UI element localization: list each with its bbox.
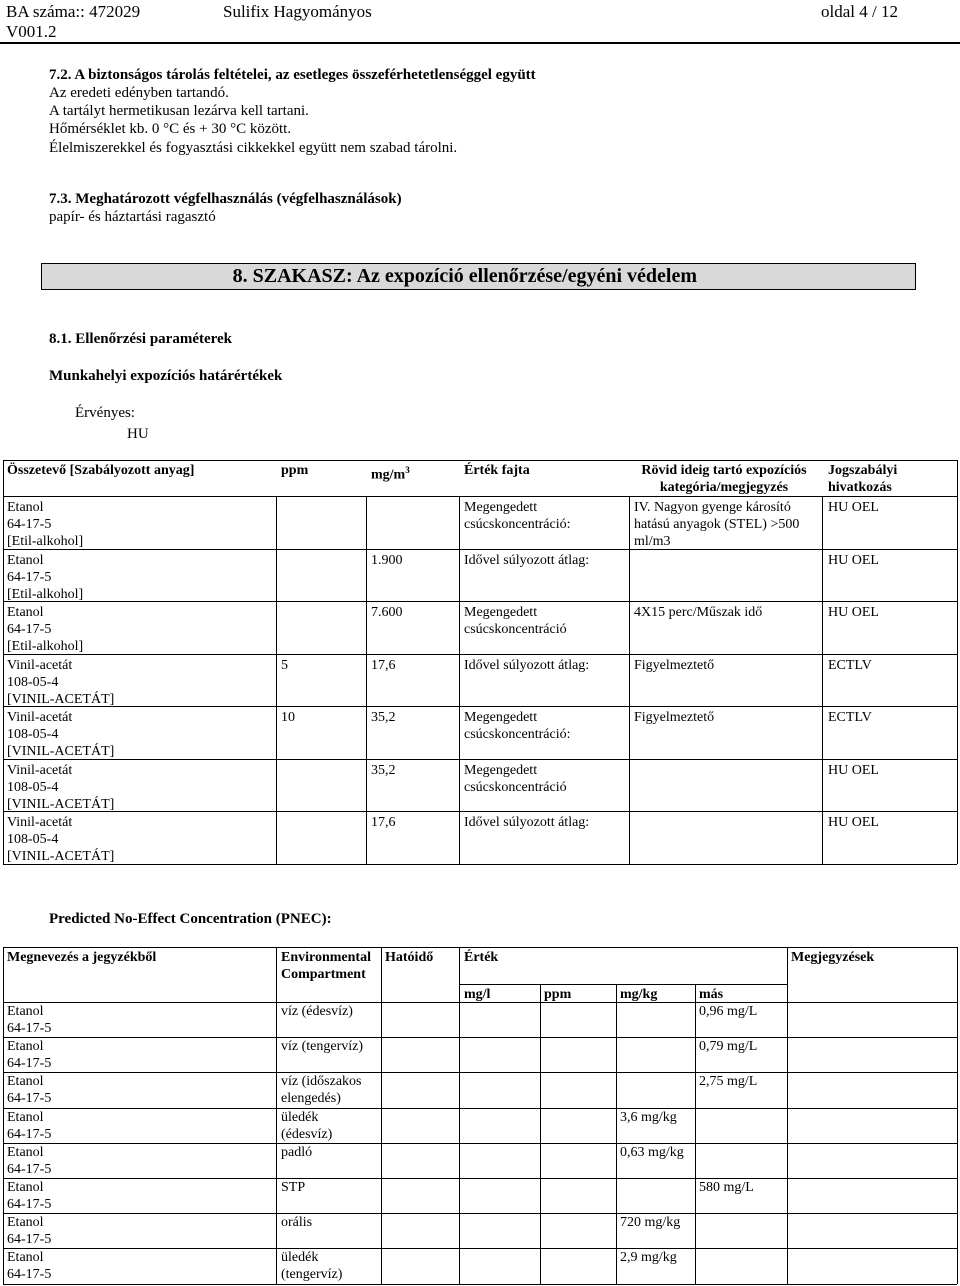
- oel-reference: ECTLV: [828, 657, 872, 673]
- pnec-header-mgl: mg/l: [464, 987, 491, 1002]
- table-rule: [540, 984, 541, 1284]
- col-header-legal: Jogszabályi hivatkozás: [828, 463, 898, 495]
- oel-component: 108-05-4: [7, 779, 59, 795]
- oel-ppm: 5: [281, 657, 288, 673]
- pnec-name: 64-17-5: [7, 1091, 52, 1107]
- table-rule: [3, 1108, 957, 1109]
- oel-component: 64-17-5: [7, 517, 52, 532]
- pnec-header-ppm: ppm: [544, 987, 572, 1002]
- pnec-name: Etanol: [7, 1039, 44, 1055]
- pnec-mas: 580 mg/L: [699, 1180, 754, 1195]
- pnec-header-name: Megnevezés a jegyzékből: [7, 950, 157, 965]
- pnec-compartment: (tengervíz): [281, 1267, 343, 1283]
- table-rule: [3, 947, 957, 948]
- oel-component: [Etil-alkohol]: [7, 586, 84, 602]
- pnec-name: 64-17-5: [7, 1056, 52, 1072]
- page-number: oldal 4 / 12: [821, 2, 898, 21]
- table-rule: [3, 460, 4, 864]
- oel-component: 108-05-4: [7, 832, 59, 847]
- table-rule: [3, 1284, 957, 1285]
- oel-mgm3: 35,2: [371, 710, 396, 725]
- pnec-name: 64-17-5: [7, 1126, 52, 1142]
- table-rule: [276, 947, 277, 1284]
- product-name: Sulifix Hagyományos: [223, 2, 372, 21]
- valid-label: Érvényes:: [75, 405, 135, 421]
- oel-value-type: csúcskoncentráció:: [464, 727, 571, 742]
- table-rule: [3, 1213, 957, 1214]
- table-rule: [366, 496, 367, 864]
- oel-reference: HU OEL: [828, 762, 879, 778]
- pnec-name: 64-17-5: [7, 1267, 52, 1283]
- table-rule: [3, 460, 957, 461]
- table-rule: [3, 864, 957, 865]
- s73-line: papír- és háztartási ragasztó: [49, 209, 216, 225]
- col-header-short-term: Rövid ideig tartó expozíciós kategória/megjegyzés: [641, 463, 807, 495]
- oel-component: 64-17-5: [7, 622, 52, 637]
- pnec-header-compartment: Environmental Compartment: [281, 950, 371, 982]
- oel-reference: ECTLV: [828, 710, 872, 725]
- pnec-compartment: üledék: [281, 1250, 319, 1266]
- pnec-header-mas: más: [699, 987, 724, 1002]
- oel-component: Etanol: [7, 500, 44, 515]
- oel-ppm: 10: [281, 710, 295, 725]
- oel-component: Vinil-acetát: [7, 815, 73, 830]
- s72-line: Élelmiszerekkel és fogyasztási cikkekkel együtt nem szabad tárolni.: [49, 140, 458, 156]
- pnec-compartment: víz (időszakos: [281, 1074, 362, 1090]
- oel-value-type: Idővel súlyozott átlag:: [464, 552, 590, 568]
- table-rule: [3, 706, 957, 707]
- oel-mgm3: 17,6: [371, 657, 396, 673]
- pnec-mgkg: 3,6 mg/kg: [620, 1109, 677, 1125]
- s72-line: A tartályt hermetikusan lezárva kell tartani.: [49, 103, 309, 119]
- table-rule: [3, 1072, 957, 1073]
- oel-note: IV. Nagyon gyenge károsító: [634, 500, 791, 515]
- oel-component: Vinil-acetát: [7, 710, 73, 725]
- oel-component: 108-05-4: [7, 727, 59, 742]
- table-rule: [3, 1037, 957, 1038]
- table-rule: [957, 947, 958, 1284]
- oel-component: Vinil-acetát: [7, 657, 73, 673]
- col-header-value-type: Érték fajta: [464, 463, 530, 478]
- oel-mgm3: 35,2: [371, 762, 396, 778]
- table-rule: [629, 496, 630, 864]
- oel-reference: HU OEL: [828, 500, 879, 515]
- oel-value-type: Idővel súlyozott átlag:: [464, 657, 590, 673]
- oel-component: Etanol: [7, 605, 44, 620]
- oel-value-type: csúcskoncentráció:: [464, 517, 571, 532]
- oel-reference: HU OEL: [828, 552, 879, 568]
- table-rule: [381, 947, 382, 1284]
- col-header-mgm3: $mg/m^3$: [371, 465, 410, 483]
- oel-note: 4X15 perc/Műszak idő: [634, 605, 763, 620]
- oel-value-type: Megengedett: [464, 710, 538, 725]
- pnec-name: 64-17-5: [7, 1021, 52, 1036]
- pnec-name: Etanol: [7, 1250, 44, 1266]
- pnec-name: Etanol: [7, 1004, 44, 1019]
- oel-value-type: Idővel súlyozott átlag:: [464, 815, 590, 830]
- table-rule: [3, 549, 957, 550]
- pnec-header-megjegyzesek: Megjegyzések: [791, 950, 875, 965]
- oel-note: hatású anyagok (STEL) >500: [634, 517, 800, 532]
- pnec-name: 64-17-5: [7, 1232, 52, 1248]
- oel-note: Figyelmeztető: [634, 657, 715, 673]
- oel-note: ml/m3: [634, 534, 671, 549]
- pnec-name: Etanol: [7, 1109, 44, 1125]
- col-header-ppm: ppm: [281, 463, 309, 478]
- table-rule: [459, 496, 460, 864]
- table-rule: [3, 947, 4, 1284]
- pnec-name: 64-17-5: [7, 1161, 52, 1177]
- pnec-header-ertek: Érték: [464, 950, 499, 965]
- pnec-compartment: víz (édesvíz): [281, 1004, 353, 1019]
- table-rule: [957, 460, 958, 864]
- oel-reference: HU OEL: [828, 605, 879, 620]
- oel-subtitle: Munkahelyi expozíciós határértékek: [49, 368, 283, 384]
- table-rule: [459, 984, 787, 985]
- pnec-mas: 0,79 mg/L: [699, 1039, 758, 1055]
- col-header-mgm3-sup: 3: [405, 465, 410, 475]
- pnec-title: Predicted No-Effect Concentration (PNEC):: [49, 911, 332, 927]
- table-rule: [3, 654, 957, 655]
- s72-line: Hőmérséklet kb. 0 °C és + 30 °C között.: [49, 121, 292, 137]
- pnec-header-hatoido: Hatóidő: [385, 950, 434, 965]
- table-rule: [3, 1143, 957, 1144]
- oel-value-type: Megengedett: [464, 605, 538, 620]
- oel-reference: HU OEL: [828, 815, 879, 830]
- pnec-name: Etanol: [7, 1215, 44, 1231]
- oel-component: [VINIL-ACETÁT]: [7, 691, 115, 707]
- pnec-compartment: (édesvíz): [281, 1126, 333, 1142]
- oel-component: Vinil-acetát: [7, 762, 73, 778]
- pnec-mas: 0,96 mg/L: [699, 1004, 758, 1019]
- oel-component: [VINIL-ACETÁT]: [7, 796, 115, 812]
- section-7-2-title: 7.2. A biztonságos tárolás feltételei, az esetleges összeférhetetlenséggel együtt: [49, 67, 536, 83]
- oel-mgm3: 1.900: [371, 552, 403, 568]
- oel-mgm3: 7.600: [371, 605, 403, 620]
- oel-value-type: csúcskoncentráció: [464, 622, 567, 637]
- section-8-banner: [41, 263, 916, 290]
- valid-value: HU: [127, 426, 149, 442]
- pnec-name: Etanol: [7, 1144, 44, 1160]
- oel-component: [VINIL-ACETÁT]: [7, 849, 115, 864]
- table-rule: [3, 759, 957, 760]
- oel-component: [VINIL-ACETÁT]: [7, 744, 115, 759]
- pnec-compartment: padló: [281, 1144, 313, 1160]
- table-rule: [3, 601, 957, 602]
- oel-note: Figyelmeztető: [634, 710, 715, 725]
- table-rule: [3, 1178, 957, 1179]
- table-rule: [822, 496, 823, 864]
- table-rule: [695, 984, 696, 1284]
- pnec-mas: 2,75 mg/L: [699, 1074, 758, 1090]
- table-rule: [276, 496, 277, 864]
- pnec-mgkg: 720 mg/kg: [620, 1215, 681, 1231]
- oel-component: 108-05-4: [7, 674, 59, 690]
- oel-component: Etanol: [7, 552, 44, 568]
- version: V001.2: [6, 22, 57, 41]
- oel-component: [Etil-alkohol]: [7, 639, 84, 654]
- pnec-name: 64-17-5: [7, 1197, 52, 1212]
- pnec-compartment: orális: [281, 1215, 313, 1231]
- oel-mgm3: 17,6: [371, 815, 396, 830]
- pnec-name: Etanol: [7, 1180, 44, 1195]
- oel-component: 64-17-5: [7, 569, 52, 585]
- pnec-name: Etanol: [7, 1074, 44, 1090]
- table-rule: [787, 947, 788, 1284]
- section-7-3-title: 7.3. Meghatározott végfelhasználás (végfelhasználások): [49, 191, 402, 207]
- header-rule: [0, 42, 960, 44]
- oel-value-type: Megengedett: [464, 762, 538, 778]
- table-rule: [3, 496, 957, 497]
- section-8-1-title: 8.1. Ellenőrzési paraméterek: [49, 331, 233, 347]
- pnec-compartment: elengedés): [281, 1091, 341, 1107]
- pnec-mgkg: 0,63 mg/kg: [620, 1144, 684, 1160]
- table-rule: [459, 947, 460, 1284]
- table-rule: [616, 984, 617, 1284]
- col-header-component: Összetevő [Szabályozott anyag]: [7, 463, 195, 478]
- table-rule: [3, 811, 957, 812]
- pnec-compartment: víz (tengervíz): [281, 1039, 364, 1055]
- oel-value-type: Megengedett: [464, 500, 538, 515]
- doc-id: BA száma:: 472029: [6, 2, 141, 21]
- oel-component: [Etil-alkohol]: [7, 534, 84, 549]
- section-8-title: 8. SZAKASZ: Az expozíció ellenőrzése/egyéni védelem: [232, 265, 697, 287]
- pnec-header-mgkg: mg/kg: [620, 987, 658, 1002]
- pnec-mgkg: 2,9 mg/kg: [620, 1250, 677, 1266]
- table-rule: [3, 1248, 957, 1249]
- pnec-compartment: STP: [281, 1180, 306, 1195]
- oel-value-type: csúcskoncentráció: [464, 779, 567, 795]
- pnec-compartment: üledék: [281, 1109, 319, 1125]
- s72-line: Az eredeti edényben tartandó.: [49, 85, 229, 101]
